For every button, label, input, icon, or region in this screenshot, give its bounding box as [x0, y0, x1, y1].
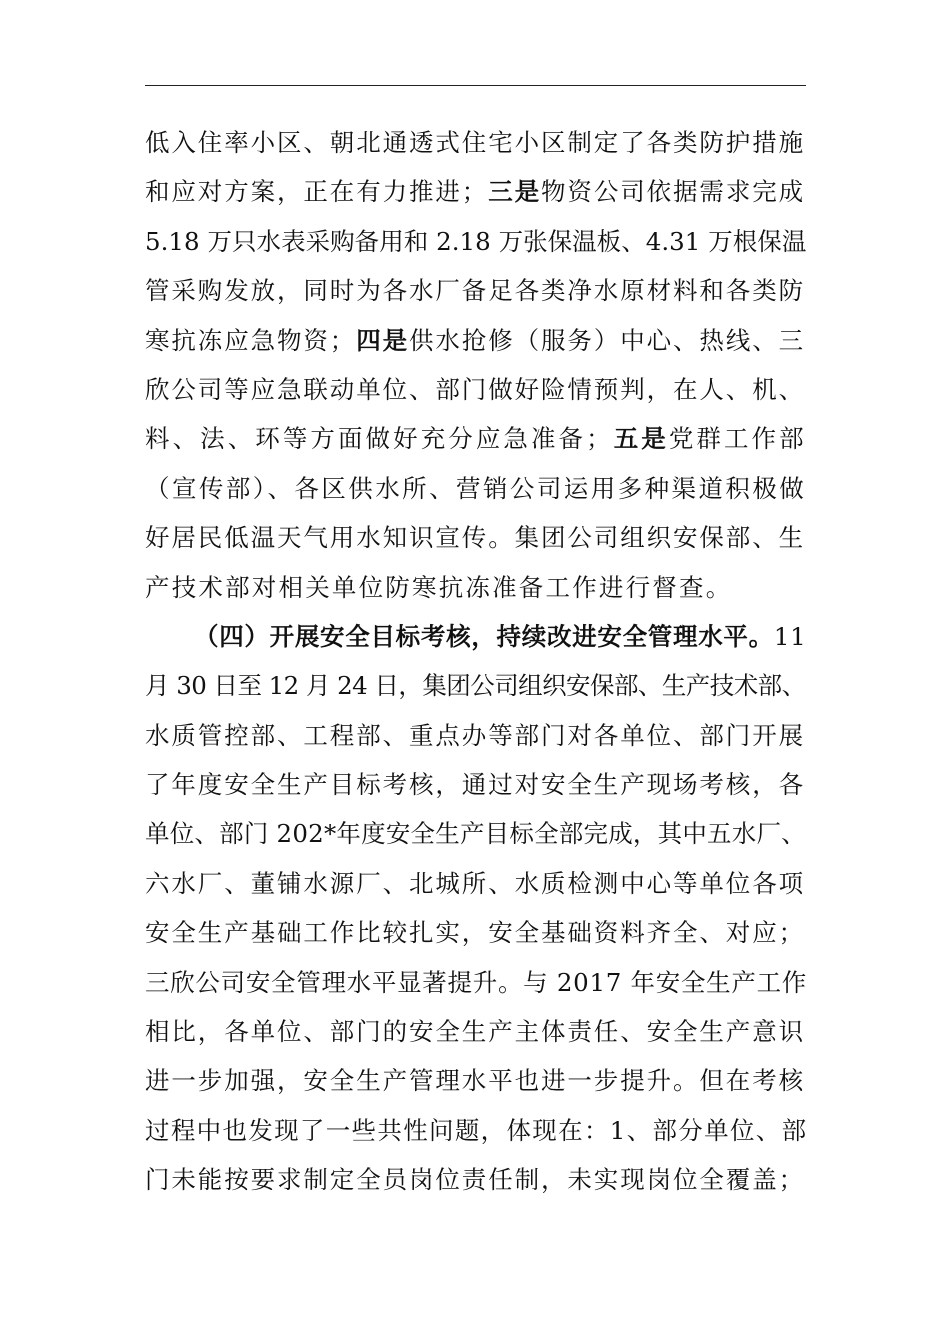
- text-segment: 好居民低温天气用水知识宣传。集团公司组织安保部、生: [145, 523, 805, 553]
- text-line: [145, 1155, 806, 1204]
- bold-text-segment: 五是: [613, 424, 669, 454]
- text-line: [145, 661, 806, 710]
- bold-text-segment: 四是: [356, 325, 410, 355]
- text-line: [145, 1007, 806, 1056]
- text-segment: 11: [773, 621, 807, 651]
- text-line: [145, 1056, 806, 1105]
- text-line: [145, 958, 806, 1007]
- text-line: [145, 908, 806, 957]
- bold-text-segment: （四）开展安全目标考核，持续改进安全管理水平。: [194, 621, 774, 651]
- text-line: [145, 167, 806, 216]
- bold-text-segment: 三是: [488, 177, 542, 207]
- body-text: [145, 118, 806, 1205]
- text-line: [145, 612, 806, 661]
- text-segment: 月 30 日至 12 月 24 日，集团公司组织安保部、生产技术部、: [145, 671, 806, 701]
- text-segment: 六水厂、董铺水源厂、北城所、水质检测中心等单位各项: [145, 868, 805, 898]
- text-line: [145, 711, 806, 760]
- text-segment: 相比，各单位、部门的安全生产主体责任、安全生产意识: [145, 1017, 805, 1047]
- text-segment: 物资公司依据需求完成: [541, 177, 806, 207]
- text-segment: 5.18 万只水表采购备用和 2.18 万张保温板、4.31 万根保温: [145, 226, 807, 256]
- text-line: [145, 859, 806, 908]
- text-segment: 了年度安全生产目标考核，通过对安全生产现场考核，各: [145, 770, 805, 800]
- text-line: [145, 464, 806, 513]
- text-segment: 安全生产基础工作比较扎实，安全基础资料齐全、对应；: [145, 918, 805, 948]
- text-segment: 欣公司等应急联动单位、部门做好险情预判，在人、机、: [145, 374, 805, 404]
- text-segment: 党群工作部: [668, 424, 807, 454]
- text-line: [145, 760, 806, 809]
- text-line: [145, 365, 806, 414]
- text-line: [145, 118, 806, 167]
- text-line: [145, 563, 806, 612]
- text-segment: 低入住率小区、朝北通透式住宅小区制定了各类防护措施: [145, 128, 805, 157]
- text-segment: 寒抗冻应急物资；: [145, 325, 357, 355]
- text-segment: 料、法、环等方面做好充分应急准备；: [145, 424, 614, 454]
- text-line: [145, 414, 806, 463]
- text-segment: 三欣公司安全管理水平显著提升。与 2017 年安全生产工作: [145, 967, 808, 997]
- text-segment: 和应对方案，正在有力推进；: [145, 177, 489, 207]
- header-rule: [145, 85, 806, 86]
- text-segment: （宣传部）、各区供水所、营销公司运用多种渠道积极做: [145, 473, 807, 503]
- text-segment: 单位、部门 202*年度安全生产目标全部完成，其中五水厂、: [145, 819, 806, 849]
- text-segment: 水质管控部、工程部、重点办等部门对各单位、部门开展: [145, 720, 805, 750]
- text-segment: 管采购发放，同时为各水厂备足各类净水原材料和各类防: [145, 276, 805, 306]
- text-line: [145, 513, 806, 562]
- text-segment: 过程中也发现了一些共性问题，体现在：1、部分单位、部: [145, 1115, 808, 1145]
- text-line: [145, 316, 806, 365]
- text-segment: 门未能按要求制定全员岗位责任制，未实现岗位全覆盖；: [145, 1165, 805, 1195]
- text-segment: 产技术部对相关单位防寒抗冻准备工作进行督查。: [145, 572, 733, 602]
- text-line: [145, 217, 806, 266]
- text-segment: 进一步加强，安全生产管理水平也进一步提升。但在考核: [145, 1066, 805, 1096]
- text-line: [145, 266, 806, 315]
- text-segment: 供水抢修（服务）中心、热线、三: [409, 325, 806, 355]
- text-line: [145, 809, 806, 858]
- text-line: [145, 1106, 806, 1155]
